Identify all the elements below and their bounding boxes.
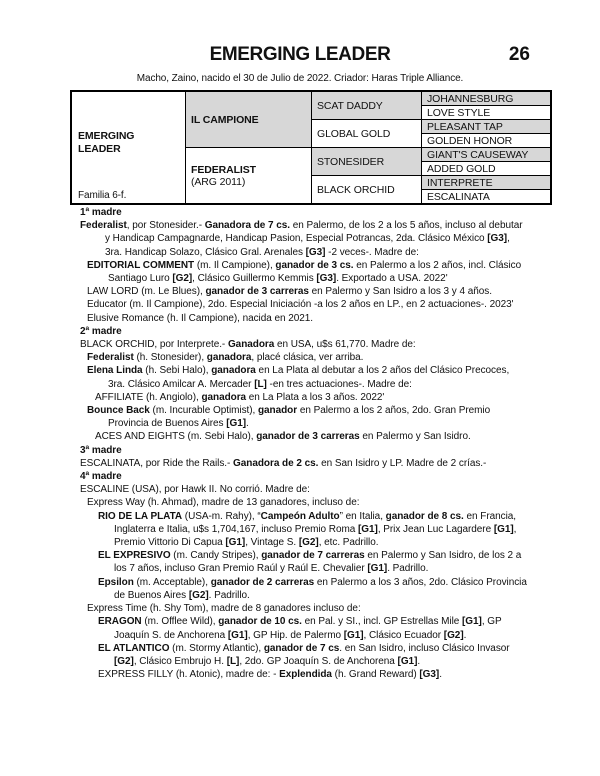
- pedigree-paragraph: Federalist (h. Stonesider), ganadora, placé clásica, ver arriba.: [87, 352, 364, 364]
- pedigree-paragraph: Educator (m. Il Campione), 2do. Especial Iniciación -a los 2 años en LP., en 2 actuaciones-. 2023': [87, 299, 514, 311]
- pedigree-paragraph: Elena Linda (h. Sebi Halo), ganadora en La Plata al debutar a los 2 años del Clásico Precoces, 3ra. Clásico Amilcar A. Mercader [L] -en tres actuaciones-. Madre de:: [87, 365, 510, 390]
- gen2-cell-1: GLOBAL GOLD: [312, 120, 422, 148]
- pedigree-paragraph: Express Time (h. Shy Tom), madre de 8 ganadores incluso de:: [87, 603, 361, 615]
- gen3-cell-3: GOLDEN HONOR: [422, 134, 552, 148]
- gen3-cell-2: PLEASANT TAP: [422, 120, 552, 134]
- pedigree-paragraph: Elusive Romance (h. Il Campione), nacida en 2021.: [87, 312, 314, 324]
- dam-name: FEDERALIST: [191, 163, 256, 176]
- pedigree-paragraph: RIO DE LA PLATA (USA-m. Rahy), “Campeón Adulto” en Italia, ganador de 8 cs. en Francia, Inglaterra e Italia, u$s 1,704,167, incluso Premio Roma [G1], Prix Jean Luc Lagardere [G1], Premio Vittorio Di Capua [G1], Vintage S. [G2], etc. Padrillo.: [98, 510, 517, 549]
- subject-cell: [71, 91, 186, 204]
- pedigree-paragraph: Epsilon (m. Acceptable), ganador de 2 carreras en Palermo a los 3 años, 2do. Clásico Provincia de Buenos Aires [G2]. Padrillo.: [98, 576, 527, 601]
- pedigree-paragraph: LAW LORD (m. Le Blues), ganador de 3 carreras en Palermo y San Isidro a los 3 y 4 años.: [87, 286, 492, 298]
- section-heading: 3ª madre: [80, 444, 122, 456]
- pedigree-notes: [78, 206, 527, 681]
- pedigree-paragraph: EL EXPRESIVO (m. Candy Stripes), ganador de 7 carreras en Palermo y San Isidro, de los 2 a los 7 años, incluso Gran Premio Raúl y Raúl E. Chevalier [G1]. Padrillo.: [98, 550, 522, 575]
- pedigree-table: [70, 90, 552, 205]
- family-line: Familia 6-f.: [78, 190, 127, 201]
- gen3-cell-4: GIANT'S CAUSEWAY: [422, 148, 552, 162]
- gen3-cell-7: ESCALINATA: [422, 190, 552, 205]
- section-heading: 4ª madre: [80, 471, 122, 483]
- page-number: 26: [508, 44, 530, 65]
- subtitle: Macho, Zaino, nacido el 30 de Julio de 2022. Criador: Haras Triple Alliance.: [136, 73, 464, 84]
- pedigree-paragraph: ESCALINATA, por Ride the Rails.- Ganadora de 2 cs. en San Isidro y LP. Madre de 2 crías.-: [80, 457, 487, 469]
- pedigree-paragraph: Express Way (h. Ahmad), madre de 13 ganadores, incluso de:: [87, 497, 360, 509]
- gen3-cell-0: JOHANNESBURG: [422, 91, 552, 106]
- pedigree-paragraph: Federalist, por Stonesider.- Ganadora de 7 cs. en Palermo, de los 2 a los 5 años, incluso al debutar y Handicap Campagnarde, Handicap Pasion, Especial Potrancas, 2da. Clásico México [G3], 3ra. Handicap Solazo, Clásico Gral. Arenales [G3] -2 veces-. Madre de:: [80, 220, 523, 258]
- gen3-cell-6: INTERPRETE: [422, 176, 552, 190]
- gen3-cell-5: ADDED GOLD: [422, 162, 552, 176]
- page-title: EMERGING LEADER: [209, 44, 391, 65]
- pedigree-paragraph: EL ATLANTICO (m. Stormy Atlantic), ganador de 7 cs. en San Isidro, incluso Clásico Invasor [G2], Clásico Embrujo H. [L], 2do. GP Joaquín S. de Anchorena [G1].: [98, 642, 510, 667]
- pedigree-paragraph: EXPRESS FILLY (h. Atonic), madre de: - Explendida (h. Grand Reward) [G3].: [98, 669, 442, 681]
- section-heading: 2ª madre: [80, 325, 122, 337]
- dam-cell: [186, 148, 312, 205]
- subject-name: EMERGING LEADER: [78, 130, 135, 156]
- sire-cell: IL CAMPIONE: [186, 91, 312, 148]
- pedigree-paragraph: ERAGON (m. Offlee Wild), ganador de 10 cs. en Pal. y SI., incl. GP Estrellas Mile [G1], GP Joaquín S. de Anchorena [G1], GP Hip. de Palermo [G1], Clásico Ecuador [G2].: [98, 616, 502, 641]
- pedigree-paragraph: AFFILIATE (h. Angiolo), ganadora en La Plata a los 3 años. 2022': [95, 391, 385, 403]
- dam-detail: (ARG 2011): [191, 175, 246, 188]
- pedigree-paragraph: ACES AND EIGHTS (m. Sebi Halo), ganador de 3 carreras en Palermo y San Isidro.: [95, 431, 471, 443]
- pedigree-paragraph: Bounce Back (m. Incurable Optimist), ganador en Palermo a los 2 años, 2do. Gran Premio Provincia de Buenos Aires [G1].: [87, 405, 491, 430]
- gen3-cell-1: LOVE STYLE: [422, 106, 552, 120]
- gen2-cell-2: STONESIDER: [312, 148, 422, 176]
- pedigree-paragraph: ESCALINE (USA), por Hawk II. No corrió. Madre de:: [80, 484, 310, 496]
- gen2-cell-3: BLACK ORCHID: [312, 176, 422, 205]
- gen2-cell-0: SCAT DADDY: [312, 91, 422, 120]
- section-heading: 1ª madre: [80, 207, 122, 218]
- pedigree-paragraph: EDITORIAL COMMENT (m. Il Campione), ganador de 3 cs. en Palermo a los 2 años, incl. Clásico Santiago Luro [G2], Clásico Guillermo Kemmis [G3]. Exportado a USA. 2022': [87, 259, 522, 285]
- pedigree-paragraph: BLACK ORCHID, por Interprete.- Ganadora en USA, u$s 61,770. Madre de:: [80, 339, 416, 351]
